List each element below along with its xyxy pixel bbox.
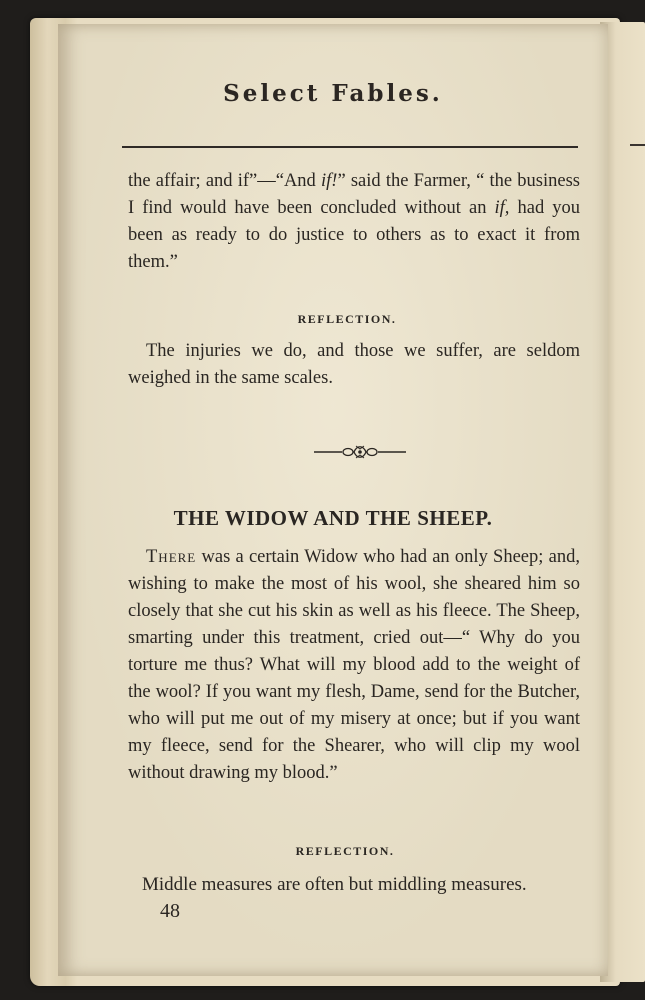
fable-opening-word: There	[146, 547, 197, 567]
passage-text: ” said the Farmer, “ the business I find would have been concluded without an	[128, 171, 580, 218]
reflection-text: Middle measures are often but middling measures.	[142, 874, 527, 895]
page-number: 48	[160, 900, 180, 922]
book-page	[58, 24, 608, 976]
passage-text: had you been as ready to do justice to others as to exact it from them.”	[128, 198, 580, 272]
italic-if: if,	[494, 198, 510, 218]
facing-page-rule	[630, 144, 645, 146]
passage-continued	[128, 168, 580, 276]
header-rule	[122, 146, 578, 148]
reflection-text: The injuries we do, and those we suffer, are seldom weighed in the same scales.	[128, 341, 580, 388]
passage-text: the affair; and if”—“And	[128, 171, 321, 191]
fleuron-ornament-icon	[312, 442, 408, 462]
reflection-heading: REFLECTION.	[295, 844, 395, 858]
running-head: Select Fables.	[223, 80, 443, 107]
italic-if-exclaim: if!	[321, 171, 338, 191]
reflection-heading: REFLECTION.	[297, 312, 397, 326]
fable-body	[128, 544, 580, 787]
fable-title: THE WIDOW AND THE SHEEP.	[173, 506, 493, 530]
fable-text: was a certain Widow who had an only Sheep; and, wishing to make the most of his wool, she sheared him so closely that she cut his skin as well as his fleece. The Sheep, smarting under this treatment, cried out—“ Why do you torture me thus? What will my blood add to the weight of the wool? If you want my flesh, Dame, send for the Butcher, who will put me out of my misery at once; but if you want my fleece, send for the Shearer, who will clip my wool without drawing my blood.”	[128, 547, 580, 783]
